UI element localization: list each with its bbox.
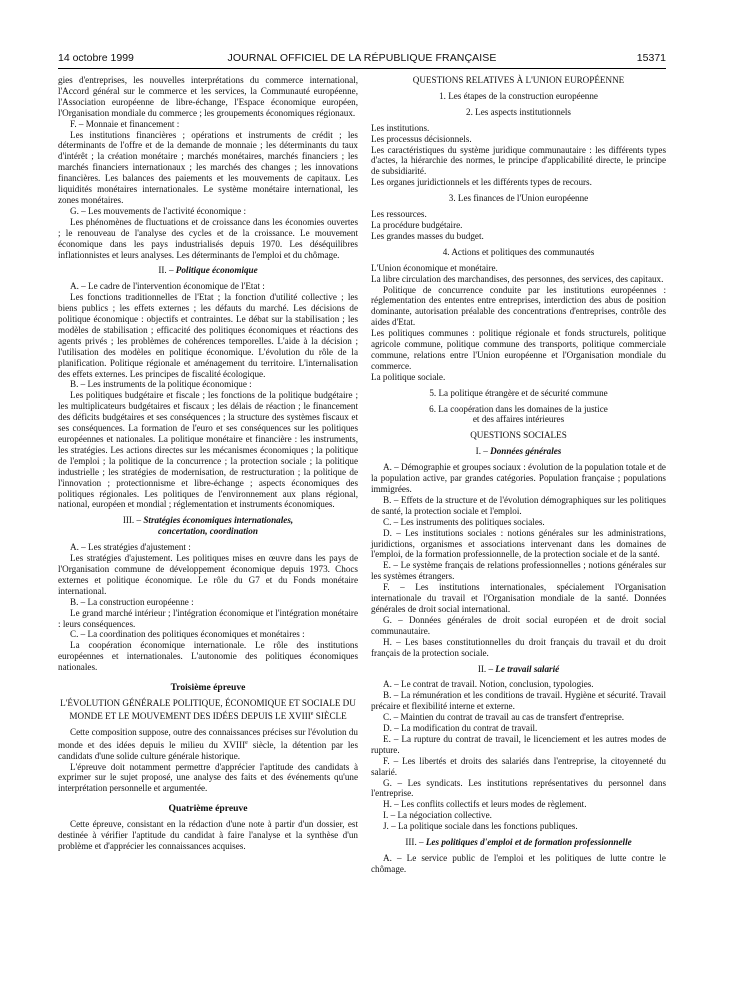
list-item: Les grandes masses du budget.	[371, 230, 484, 241]
heading-troisieme-epreuve: Troisième épreuve	[170, 682, 246, 694]
page-header	[58, 52, 666, 68]
subheading-line2: et des affaires intérieures	[472, 414, 565, 425]
section-title: A. – Le cadre de l'intervention économique de l'Etat :	[70, 281, 265, 292]
list-item: F. – Les libertés et droits des salariés dans l'entreprise, la citoyenneté du salarié.	[371, 755, 666, 777]
subheading: 5. La politique étrangère et de sécurité commune	[429, 387, 608, 398]
subheading: 4. Actions et politiques des communautés	[442, 246, 595, 257]
subheading: 6. La coopération dans les domaines de la justice	[429, 403, 608, 414]
list-item: Les organes juridictionnels et les différents types de recours.	[371, 177, 592, 188]
list-item: Les caractéristiques du système juridique communautaire : les différents types d'actes, la hiérarchie des normes, le principe d'applicabilité directe, le principe de subsidiarité.	[371, 144, 666, 177]
paragraph: Cette épreuve, consistant en la rédaction d'une note à partir d'un dossier, est destinée à vérifier l'aptitude du candidat à faire l'analyse et la synthèse d'un problème et d'apprécier les connaissances acquises.	[58, 819, 358, 851]
section-title: C. – La coordination des politiques économiques et monétaires :	[70, 629, 305, 640]
section-title: B. – Les instruments de la politique économique :	[70, 379, 252, 390]
list-item: Les ressources.	[371, 209, 427, 220]
paragraph: Les institutions financières ; opérations et instruments de crédit ; les déterminants de l'offre et de la demande de monnaie ; les déterminants du taux d'intérêt ; la création monétaire ; marchés monétaires, marchés financiers ; les marchés financiers internationaux ; les marchés des changes ; les innovations financières. Les balances des paiements et les mouvements de capitaux. Les liquidités monétaires internationales. Le système monétaire international, les zones monétaires.	[58, 129, 358, 205]
list-item: F. – Les institutions internationales, spécialement l'Organisation internationale du travail et l'Organisation mondiale de la santé. Données générales de droit social international.	[371, 582, 666, 614]
section-title: B. – La construction européenne :	[70, 596, 194, 607]
list-item: B. – Effets de la structure et de l'évolution démographiques sur les politiques de santé, la protection sociale et l'emploi.	[371, 494, 666, 516]
list-item: I. – La négociation collective.	[383, 810, 492, 821]
paragraph: La coopération économique internationale. Le rôle des institutions européennes et internationales. L'autonomie des politiques économiques nationales.	[58, 640, 358, 673]
list-item: E. – Le système français de relations professionnelles ; notions générales sur les systèmes étrangers.	[371, 560, 666, 582]
section-heading-eu: QUESTIONS RELATIVES À L'UNION EUROPÉENNE	[412, 75, 625, 85]
list-item: G. – Données générales de droit social européen et de droit social communautaire.	[371, 614, 666, 636]
heading-II-social: II. – Le travail salarié	[477, 663, 560, 674]
heading-III-line2: concertation, coordination	[158, 526, 258, 537]
subheading: 2. Les aspects institutionnels	[466, 106, 571, 117]
paragraph: Les fonctions traditionnelles de l'Etat ; la fonction d'utilité collective ; les biens publics ; les effets externes ; les défauts du marché. Les décisions de politique économique : objectifs et contraintes. Le débat sur la stabilisation ; les modèles de stabilisation ; efficacité des politiques économiques et réactions des agents privés ; les problèmes de cohérences temporelles. L'aide à la décision ; l'utilisation des modèles en politique économique. L'évolution du rôle de la planification. Politique régionale et aménagement du territoire. L'internalisation des effets externes. Les principes de fiscalité écologique.	[58, 292, 358, 379]
header-page-number: 15371	[636, 52, 666, 64]
list-item: H. – Les conflits collectifs et leurs modes de règlement.	[383, 799, 587, 810]
list-item: B. – La rémunération et les conditions de travail. Hygiène et sécurité. Travail précaire et flexibilité interne et externe.	[371, 690, 666, 712]
list-item: A. – Le contrat de travail. Notion, conclusion, typologies.	[383, 679, 594, 690]
list-item: Politique de concurrence conduite par les institutions européennes : réglementation des ententes entre entreprises, interdiction des abus de position dominante, autorisation préalable des concentrations d'entreprises, contrôle des aides d'Etat.	[371, 284, 666, 328]
section-title: G. – Les mouvements de l'activité économique :	[70, 205, 246, 216]
heading-III-social: III. – Les politiques d'emploi et de formation professionnelle	[405, 837, 632, 848]
paragraph: Les phénomènes de fluctuations et de croissance dans les économies ouvertes ; le renouveau de l'analyse des cycles et de la croissance. Le mouvement économique dans les pays industrialisés depuis 1970. Les déséquilibres inflationnistes et leurs analyses. Les déterminants de l'emploi et du chômage.	[58, 216, 358, 260]
list-item: G. – Les syndicats. Les institutions représentatives du personnel dans l'entreprise.	[371, 777, 666, 799]
list-item: D. – La modification du contrat de travail.	[383, 723, 538, 734]
section-heading-social: QUESTIONS SOCIALES	[470, 430, 567, 441]
paragraph: L'épreuve doit notamment permettre d'apprécier l'aptitude des candidats à exprimer sur le sujet proposé, une analyse des faits et des événements qu'une interprétation personnelle et argumentée.	[58, 761, 358, 794]
list-item: A. – Démographie et groupes sociaux : évolution de la population totale et de la population active, par grandes catégories. Population française ; populations immigrées.	[371, 462, 666, 494]
list-item: Les processus décisionnels.	[371, 133, 472, 144]
subject-title: L'ÉVOLUTION GÉNÉRALE POLITIQUE, ÉCONOMIQUE ET SOCIALE DU MONDE ET LE MOUVEMENT DES IDÉES DEPUIS LE XVIIIe SIÈCLE	[60, 697, 356, 721]
list-item: La libre circulation des marchandises, des personnes, des services, des capitaux.	[371, 273, 664, 284]
list-item: D. – Les institutions sociales : notions générales sur les administrations, juridictions, organismes et associations intervenant dans les domaines de l'emploi, de la formation professionnelle, de la protection sociale et de la santé.	[371, 527, 666, 560]
list-item: J. – La politique sociale dans les fonctions publiques.	[383, 821, 578, 832]
heading-II: II. – Politique économique	[158, 265, 258, 276]
list-item: C. – Maintien du contrat de travail au cas de transfert d'entreprise.	[383, 712, 625, 723]
list-item: La procédure budgétaire.	[371, 219, 463, 230]
list-item: H. – Les bases constitutionnelles du droit français du travail et du droit français de la protection sociale.	[371, 636, 666, 658]
left-column	[58, 75, 358, 852]
section-title: A. – Les stratégies d'ajustement :	[70, 542, 191, 553]
header-date: 14 octobre 1999	[58, 52, 134, 64]
paragraph: Les politiques budgétaire et fiscale ; les fonctions de la politique budgétaire ; les multiplicateurs budgétaires et fiscaux ; les délais de réaction ; le financement des déficits budgétaires et ses conséquences ; la structure des systèmes fiscaux et ses conséquences. La formation de l'euro et ses conséquences sur les politiques européennes et nationales. La politique monétaire et financière : les instruments, les stratégies. Les actions directes sur les mécanismes économiques ; la politique de l'emploi ; la politique de la concurrence ; la protection sociale ; la politique industrielle ; les stratégies de modernisation, de restructuration ; la politique de l'innovation ; protectionnisme et libre-échange ; aspects économiques des politiques régionales. Les politiques de l'environnement aux plans régional, national, européen et mondial ; réglementation et instruments économiques.	[58, 390, 358, 510]
heading-quatrieme-epreuve: Quatrième épreuve	[168, 803, 248, 815]
paragraph: Le grand marché intérieur ; l'intégration économique et l'intégration monétaire : leurs conséquences.	[58, 607, 358, 629]
heading-I: I. – Données générales	[475, 446, 562, 457]
header-journal-title: JOURNAL OFFICIEL DE LA RÉPUBLIQUE FRANÇAISE	[227, 52, 497, 64]
list-item: L'Union économique et monétaire.	[371, 262, 498, 273]
heading-III: III. – Stratégies économiques internationales,	[122, 515, 294, 526]
list-item: C. – Les instruments des politiques sociales.	[383, 516, 545, 527]
list-item: E. – La rupture du contrat de travail, le licenciement et les autres modes de rupture.	[371, 733, 666, 755]
paragraph: Les stratégies d'ajustement. Les politiques mises en œuvre dans les pays de l'Organisation commune de développement économique depuis 1973. Chocs externes et politique économique. Le rôle du G7 et du Fonds monétaire international.	[58, 553, 358, 596]
paragraph: Cette composition suppose, outre des connaissances précises sur l'évolution du monde et des idées depuis le milieu du XVIIIe siècle, la détention par les candidats d'une solide culture générale historique.	[58, 726, 358, 761]
section-title: F. – Monnaie et financement :	[70, 118, 180, 129]
list-item: Les institutions.	[371, 122, 430, 133]
right-column	[371, 75, 666, 875]
paragraph: gies d'entreprises, les nouvelles interprétations du commerce international, l'Accord général sur le commerce et les services, la Communauté européenne, l'Association européenne de libre-échange, l'Espace économique européen, l'Organisation mondiale du commerce ; les groupements économiques régionaux.	[58, 75, 358, 118]
list-item: A. – Le service public de l'emploi et les politiques de lutte contre le chômage.	[371, 853, 666, 874]
subheading: 1. Les étapes de la construction européenne	[439, 90, 598, 101]
list-item: Les politiques communes : politique régionale et fonds structurels, politique agricole commune, politique commune des transports, politique commerciale commune, relations entre l'Union européenne et l'Organisation mondiale du commerce.	[371, 328, 666, 371]
list-item: La politique sociale.	[371, 371, 446, 382]
subheading: 3. Les finances de l'Union européenne	[448, 193, 589, 204]
header-rule	[58, 68, 666, 69]
